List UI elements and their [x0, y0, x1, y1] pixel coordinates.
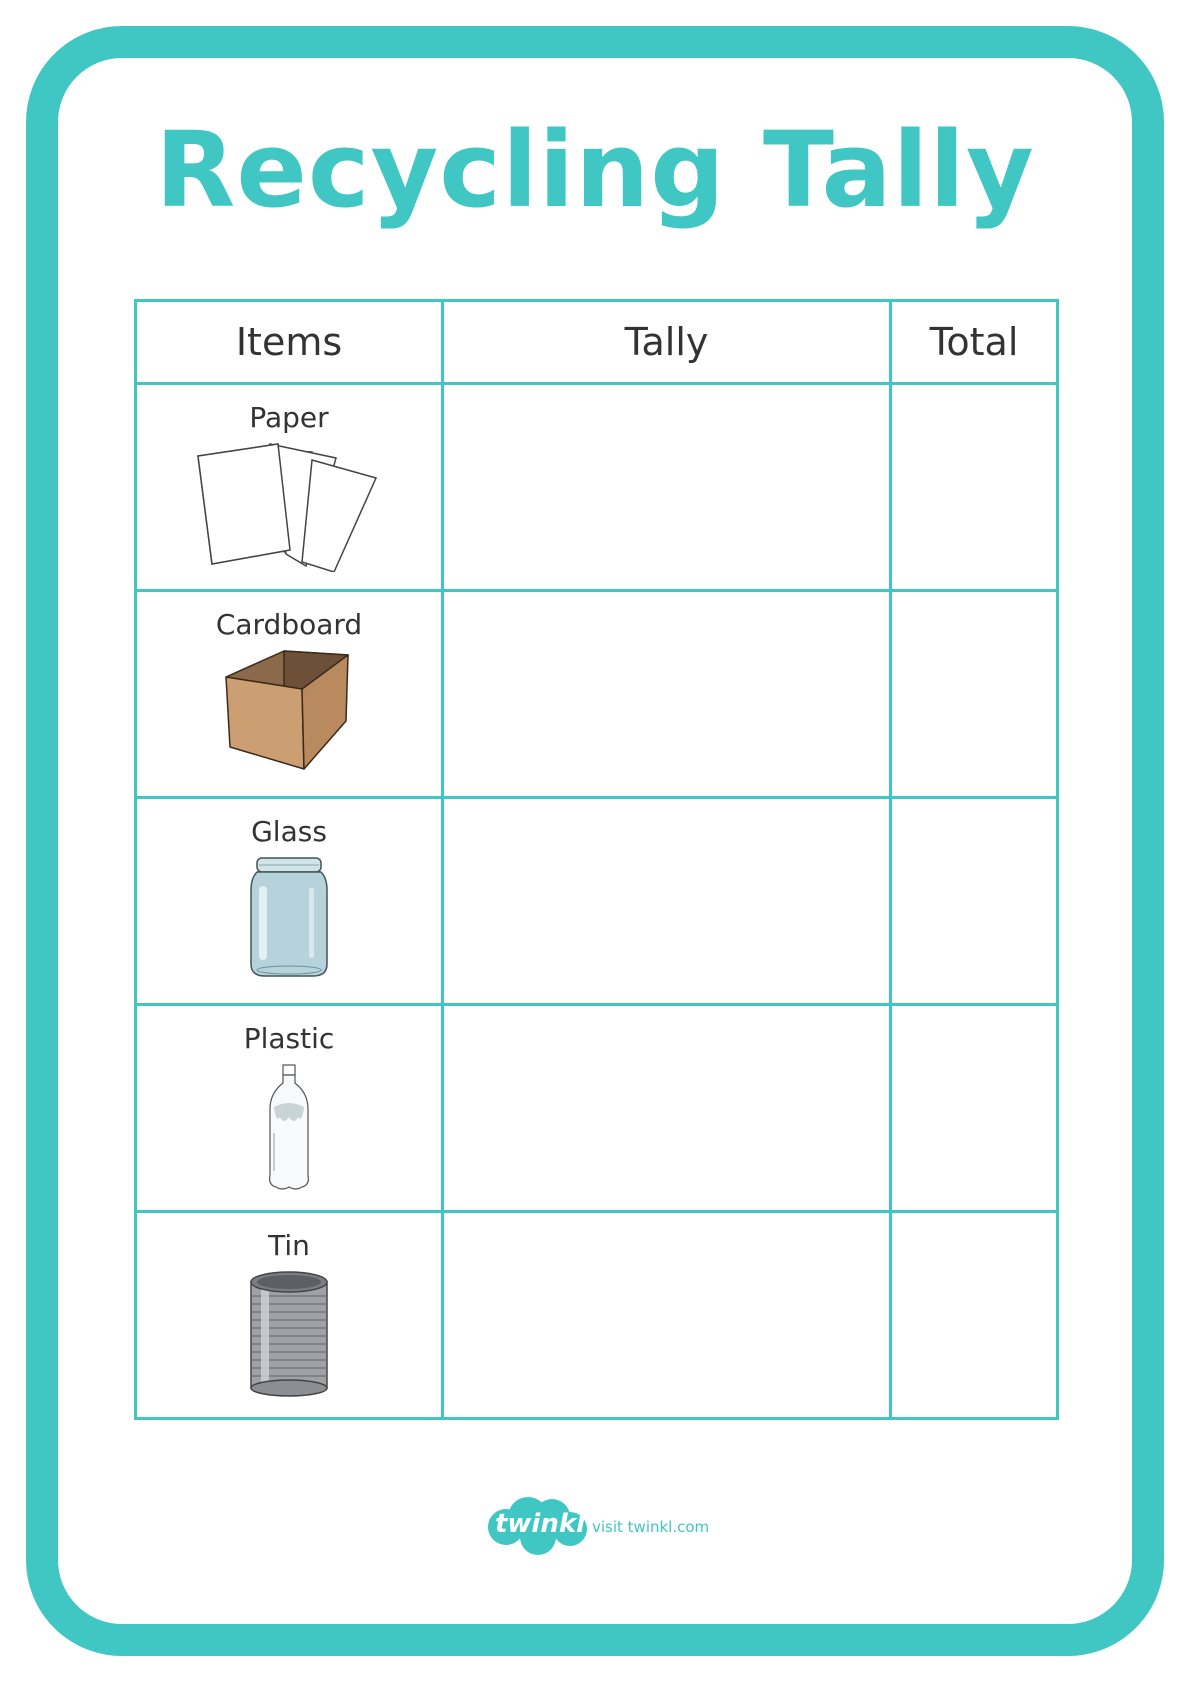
tally-cell-paper[interactable]: [443, 384, 891, 591]
header-items: Items: [136, 301, 443, 384]
tin-can-icon: [247, 1270, 331, 1400]
header-total: Total: [891, 301, 1058, 384]
tally-cell-glass[interactable]: [443, 798, 891, 1005]
item-label-glass: Glass: [251, 815, 327, 848]
item-cell-paper: [136, 384, 443, 591]
item-cell-tin: [136, 1212, 443, 1419]
footer: [484, 1495, 724, 1565]
glass-jar-icon: [249, 856, 329, 980]
total-cell-plastic[interactable]: [891, 1005, 1058, 1212]
table-row: [136, 384, 1058, 591]
item-label-cardboard: Cardboard: [215, 608, 363, 641]
tally-table: [134, 299, 1059, 1420]
item-cell-cardboard: [136, 591, 443, 798]
total-cell-cardboard[interactable]: [891, 591, 1058, 798]
paper-sheets-icon: [194, 442, 384, 572]
plastic-bottle-icon: [264, 1063, 314, 1193]
table-row: [136, 1212, 1058, 1419]
header-tally: Tally: [443, 301, 891, 384]
table-header-row: [136, 301, 1058, 384]
tally-cell-cardboard[interactable]: [443, 591, 891, 798]
visit-twinkl-link[interactable]: visit twinkl.com: [592, 1518, 710, 1536]
tally-cell-tin[interactable]: [443, 1212, 891, 1419]
total-cell-glass[interactable]: [891, 798, 1058, 1005]
table-row: [136, 591, 1058, 798]
page-title: Recycling Tally: [155, 109, 1035, 231]
tally-cell-plastic[interactable]: [443, 1005, 891, 1212]
twinkl-logo-text: twinkl: [494, 1509, 586, 1539]
table-row: [136, 798, 1058, 1005]
item-cell-glass: [136, 798, 443, 1005]
total-cell-tin[interactable]: [891, 1212, 1058, 1419]
item-cell-plastic: [136, 1005, 443, 1212]
table-row: [136, 1005, 1058, 1212]
cardboard-box-icon: [224, 649, 354, 773]
item-label-paper: Paper: [249, 401, 329, 434]
total-cell-paper[interactable]: [891, 384, 1058, 591]
item-label-plastic: Plastic: [243, 1022, 335, 1055]
item-label-tin: Tin: [268, 1229, 310, 1262]
